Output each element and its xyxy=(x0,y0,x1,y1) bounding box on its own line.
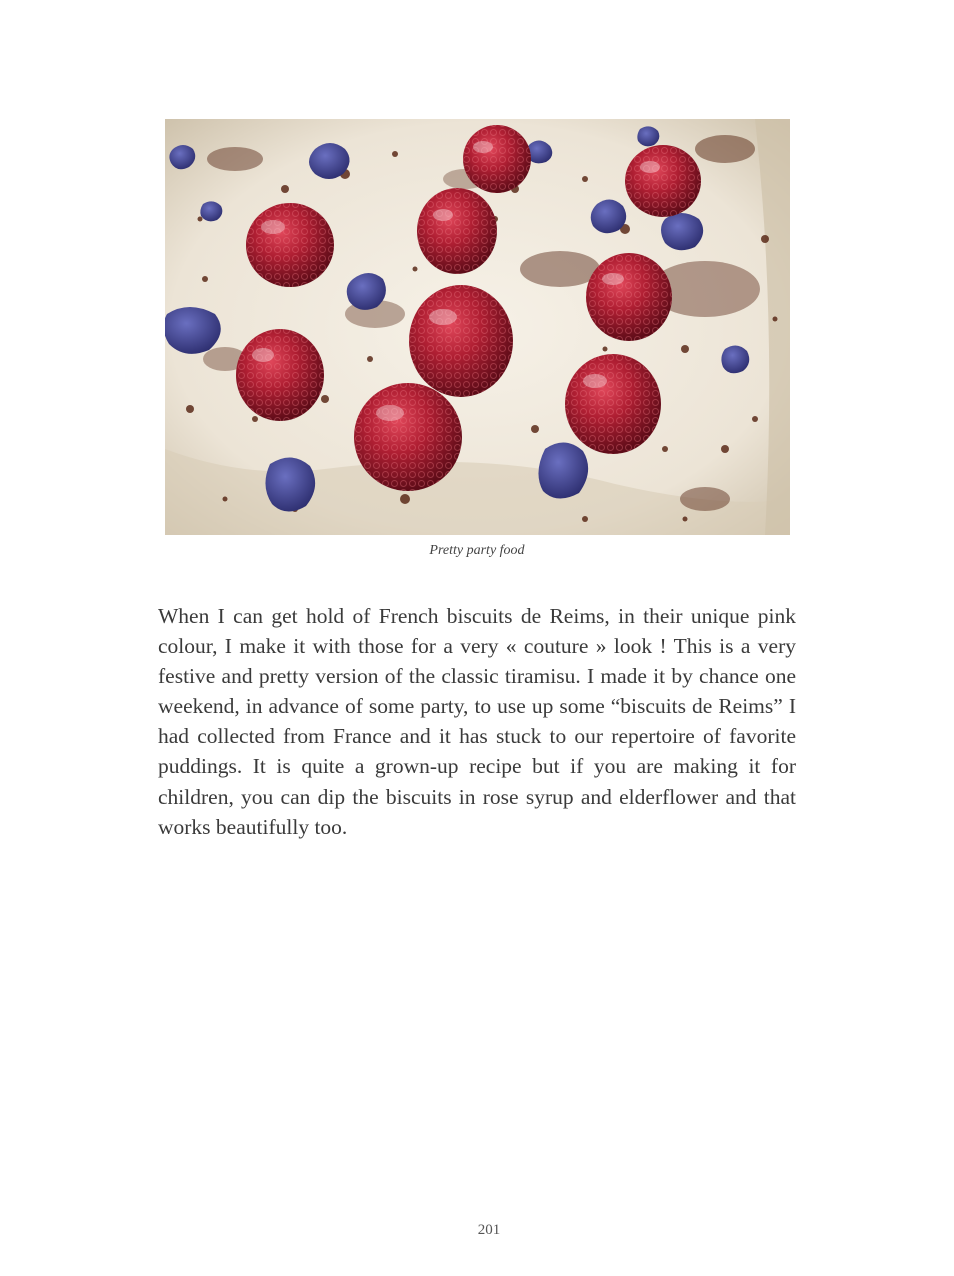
raspberry-tiramisu-photo xyxy=(165,119,790,535)
page-number: 201 xyxy=(477,1222,501,1238)
dessert-photo xyxy=(165,119,790,535)
photo-caption: Pretty party food xyxy=(429,543,525,558)
body-paragraph: When I can get hold of French biscuits de Reims, in their unique pink colour, I make it with those for a very « couture » look ! This is a very festive and pretty version of the classic tiramisu. I made it by chance one weekend, in advance of some party, to use up some “biscuits de Reims” I had collected from France and it has stuck to our repertoire of favorite puddings. It is quite a grown-up recipe but if you are making it for children, you can dip the biscuits in rose syrup and elderflower and that works beautifully too. xyxy=(158,604,796,839)
